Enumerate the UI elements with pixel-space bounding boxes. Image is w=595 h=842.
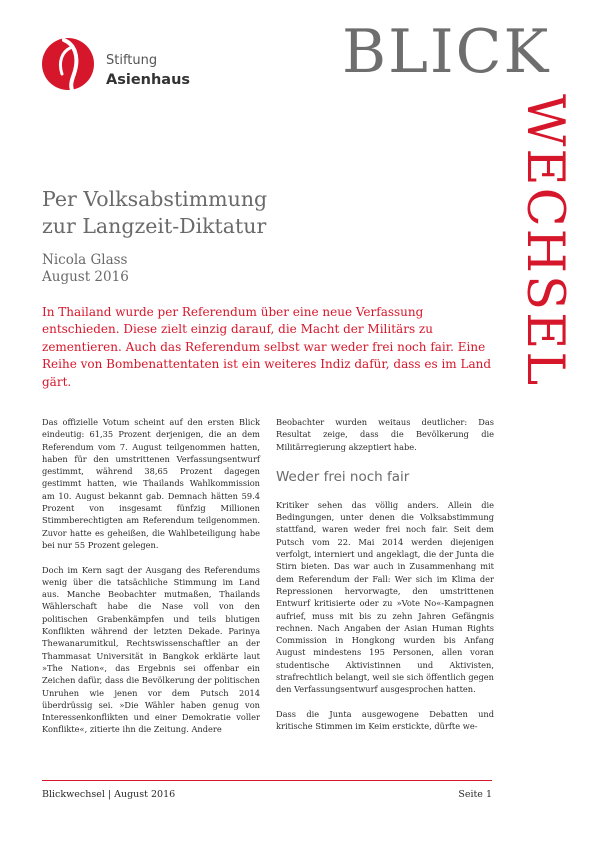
body-column-left (42, 416, 260, 748)
article-title (42, 186, 362, 240)
author-name: Nicola Glass (42, 252, 128, 268)
stiftung-asienhaus-logo (40, 34, 191, 94)
article-byline (42, 252, 129, 286)
asienhaus-logo-icon (40, 34, 100, 94)
article-title-line-2: zur Langzeit-Diktatur (42, 214, 267, 238)
section-heading: Weder frei noch fair (276, 468, 410, 485)
body-paragraph: Beobachter wurden weitaus deutlicher: Das Resultat zeige, dass die Bevölkerung die Militärregierung akzeptiert habe. (276, 417, 494, 452)
publication-date: August 2016 (42, 269, 129, 285)
body-paragraph: Kritiker sehen das völlig anders. Allein die Bedingungen, unter denen die Volksabstimmung stattfand, waren weder frei noch fair. Seit dem Putsch vom 22. Mai 2014 werden diejenigen verfolgt, interniert und angeklagt, die der Junta die Stirn bieten. Das war auch in Zusammenhang mit dem Referendum der Fall: Wer sich im Klima der Repressionen hervorwagte, den umstrittenen Entwurf kritisierte oder zu »Vote No«-Kampagnen aufrief, muss mit bis zu zehn Jahren Gefängnis rechnen. Nach Angaben der Asian Human Rights Commission in Hongkong wurden bis Anfang August mindestens 195 Personen, allen voran studentische Aktivistinnen und Aktivisten, strafrechtlich belangt, weil sie sich öffentlich gegen den Verfassungsentwurf ausgesprochen hatten. (276, 499, 494, 695)
page-number: Seite 1 (458, 789, 492, 800)
footer-publication: Blickwechsel | August 2016 (42, 789, 176, 800)
body-paragraph: Doch im Kern sagt der Ausgang des Referendums wenig über die tatsächliche Stimmung im Land aus. Manche Beobachter mutmaßen, Thailands Wählerschaft habe die Nase voll von den politischen Grabenkämpfen und teils blutigen Konflikten während der letzten Dekade. Parinya Thewanarumitkul, Rechtswissenschaftler an der Thammasat Universität in Bangkok erklärte laut »The Nation«, das Ergebnis sei offenbar ein Zeichen dafür, dass die Bevölkerung der politischen Unruhen wie jenen vor dem Putsch 2014 überdrüssig sei. »Die Wähler haben genug von Interessenkonflikten und einer Demokratie voller Konflikte«, zitierte ihn die Zeitung. Andere (42, 564, 260, 735)
series-title-wechsel: WECHSEL (515, 94, 574, 388)
series-title-blick: BLICK (342, 17, 551, 87)
body-column-right (276, 416, 494, 745)
body-paragraph: Das offizielle Votum scheint auf den ersten Blick eindeutig: 61,35 Prozent derjenigen, die an dem Referendum vom 7. August teilgenommen hatten, haben für den umstrittenen Verfassungsentwurf gestimmt, während 38,65 Prozent dagegen gestimmt hatten, wie Thailands Wahlkommission am 10. August bekannt gab. Demnach hätten 59.4 Prozent von insgesamt fünfzig Millionen Stimmberechtigten am Referendum teilgenommen. Zuvor hatte es geheißen, die Wahlbeteiligung habe bei nur 55 Prozent gelegen. (42, 417, 260, 550)
body-paragraph: Dass die Junta ausgewogene Debatten und kritische Stimmen im Keim erstickte, dürfte we- (276, 708, 494, 732)
logo-text-asienhaus: Asienhaus (106, 72, 191, 88)
article-title-line-1: Per Volksabstimmung (42, 187, 268, 211)
logo-text-stiftung: Stiftung (106, 53, 158, 68)
article-lead: In Thailand wurde per Referendum über eine neue Verfassung entschieden. Diese zielt einzig darauf, die Macht der Militärs zu zementieren. Auch das Referendum selbst war weder frei noch fair. Eine Reihe von Bombenattentaten ist ein weiteres Indiz dafür, dass es im Land gärt. (42, 305, 492, 389)
footer-divider (42, 780, 492, 781)
